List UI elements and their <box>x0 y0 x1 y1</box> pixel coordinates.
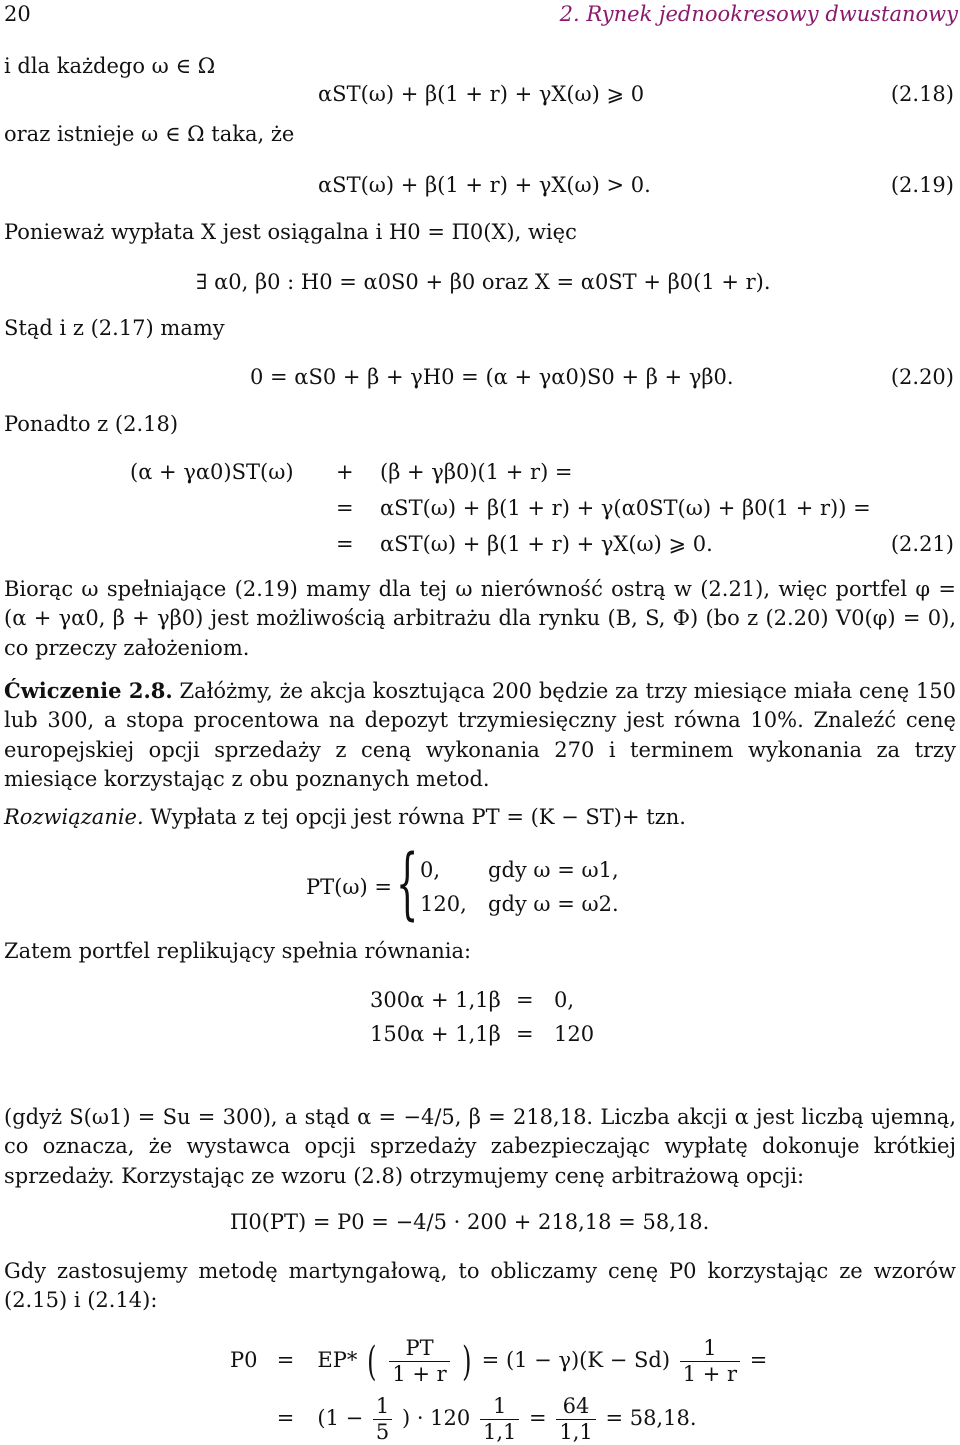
final-row1-mid: = (1 − γ)(K − Sd) <box>481 1348 671 1373</box>
fraction-1-over-5 <box>373 1394 392 1445</box>
solution-line <box>4 807 686 828</box>
final-row2-eq: = <box>276 1406 295 1431</box>
payoff-case2-cond: gdy ω = ω2. <box>488 892 619 916</box>
eq-2-21-row3-op: = <box>336 532 354 556</box>
final-eq-row1 <box>230 1336 767 1387</box>
fraction-1-over-1r <box>680 1336 740 1387</box>
fraction-numerator: 1 <box>492 1394 507 1418</box>
fraction-numerator: PT <box>405 1336 434 1360</box>
fraction-denominator: 1 + r <box>680 1361 740 1387</box>
intro-line-4: Stąd i z (2.17) mamy <box>4 316 225 340</box>
eq-2-18: αST(ω) + β(1 + r) + γX(ω) ⩾ 0 <box>318 82 645 106</box>
payoff-lhs: PT(ω) = <box>306 875 392 899</box>
fraction-numerator: 1 <box>375 1394 390 1418</box>
eq-number-2-19: (2.19) <box>890 173 954 197</box>
system-row2-left: 150α + 1,1β <box>370 1022 501 1046</box>
final-row2-d: = 58,18. <box>605 1406 697 1431</box>
fraction-numerator: 1 <box>703 1336 717 1360</box>
final-row1-left: P0 <box>230 1348 258 1373</box>
left-paren-icon: ( <box>367 1338 377 1385</box>
intro-line-3: Ponieważ wypłata X jest osiągalna i H0 = Π0(X), więc <box>4 220 577 244</box>
intro-line-5: Ponadto z (2.18) <box>4 412 179 436</box>
system-row2-eq: = <box>516 1022 534 1046</box>
intro-line-2: oraz istnieje ω ∈ Ω taka, że <box>4 122 295 146</box>
system-row1-right: 0, <box>554 988 575 1012</box>
system-row1-eq: = <box>516 988 534 1012</box>
fraction-denominator: 1 + r <box>389 1361 449 1387</box>
system-row1-left: 300α + 1,1β <box>370 988 501 1012</box>
fraction-denominator: 5 <box>373 1419 392 1445</box>
exercise-text: Załóżmy, że akcja kosztująca 200 będzie za trzy miesiące miała cenę 150 lub 300, a stopa procentowa na depozyt trzymiesięczny jest równa 10%. Znaleźć cenę europejskiej opcji sprzedaży z ceną wykonania 270 i terminem wykonania za trzy miesiące korzystając z obu poznanych metod. <box>4 679 956 792</box>
payoff-case2-value: 120, <box>420 892 467 916</box>
eq-2-19: αST(ω) + β(1 + r) + γX(ω) > 0. <box>318 173 651 197</box>
left-brace-icon: { <box>396 839 419 929</box>
system-row2-right: 120 <box>554 1022 595 1046</box>
final-eq-row2 <box>230 1394 697 1445</box>
paragraph-gdy: Gdy zastosujemy metodę martyngałową, to obliczamy cenę P0 korzystając ze wzorów (2.15) i (2.14): <box>4 1259 956 1313</box>
exercise-label: Ćwiczenie 2.8. <box>4 678 173 703</box>
fraction-denominator: 1,1 <box>556 1419 595 1445</box>
exists-equation: ∃ α0, β0 : H0 = α0S0 + β0 oraz X = α0ST + β0(1 + r). <box>196 270 771 294</box>
intro-line-1: i dla każdego ω ∈ Ω <box>4 54 216 78</box>
arbitrage-price-equation: Π0(PT) = P0 = −4/5 · 200 + 218,18 = 58,18. <box>230 1210 710 1234</box>
final-row1-eq: = <box>276 1348 295 1373</box>
paragraph-biorac: Biorąc ω spełniające (2.19) mamy dla tej ω nierówność ostrą w (2.21), więc portfel φ = (α + γα0, β + γβ0) jest możliwością arbitrażu dla rynku (B, S, Φ) (bo z (2.20) V0(φ) = 0), co przeczy założeniom. <box>4 577 956 660</box>
fraction-denominator: 1,1 <box>480 1419 519 1445</box>
paragraph-gdyz: (gdyż S(ω1) = Su = 300), a stąd α = −4/5, β = 218,18. Liczba akcji α jest liczbą ujemną, co oznacza, że wystawca opcji sprzedaży zabezpieczając wypłatę dokonuje krótkiej sprzedaży. Korzystając ze wzoru (2.8) otrzymujemy cenę arbitrażową opcji: <box>4 1105 956 1188</box>
eq-2-21-row1-op: + <box>336 460 354 484</box>
solution-label: Rozwiązanie. <box>4 805 144 829</box>
eq-number-2-21: (2.21) <box>890 532 954 556</box>
eq-number-2-18: (2.18) <box>890 82 954 106</box>
eq-number-2-20: (2.20) <box>890 365 954 389</box>
payoff-case1-value: 0, <box>420 858 441 882</box>
eq-2-21-row1-right: (β + γβ0)(1 + r) = <box>380 460 573 484</box>
eq-2-20: 0 = αS0 + β + γH0 = (α + γα0)S0 + β + γβ0. <box>250 365 734 389</box>
eq-2-21-row1-left: (α + γα0)ST(ω) <box>130 460 294 484</box>
fraction-1-over-11 <box>480 1394 519 1445</box>
page-number: 20 <box>4 2 31 26</box>
final-row2-c: = <box>529 1406 547 1431</box>
eq-2-21-row3-right: αST(ω) + β(1 + r) + γX(ω) ⩾ 0. <box>380 532 713 556</box>
final-row2-a: (1 − <box>317 1406 364 1431</box>
right-paren-icon: ) <box>462 1338 472 1385</box>
final-row1-end: = <box>749 1348 768 1373</box>
payoff-case1-cond: gdy ω = ω1, <box>488 858 619 882</box>
running-title: 2. Rynek jednookresowy dwustanowy <box>559 2 958 26</box>
fraction-pt-over-1r <box>389 1336 449 1387</box>
final-row1-expectation: EP* <box>317 1348 358 1373</box>
fraction-numerator: 64 <box>562 1394 590 1418</box>
exercise-paragraph <box>4 676 956 795</box>
solution-text: Wypłata z tej opcji jest równa PT = (K − ST)+ tzn. <box>150 805 686 829</box>
fraction-64-over-11 <box>556 1394 595 1445</box>
eq-2-21-row2-op: = <box>336 496 354 520</box>
eq-2-21-row2-right: αST(ω) + β(1 + r) + γ(α0ST(ω) + β0(1 + r)) = <box>380 496 871 520</box>
replicating-intro: Zatem portfel replikujący spełnia równania: <box>4 939 472 963</box>
final-row2-b: ) · 120 <box>401 1406 471 1431</box>
